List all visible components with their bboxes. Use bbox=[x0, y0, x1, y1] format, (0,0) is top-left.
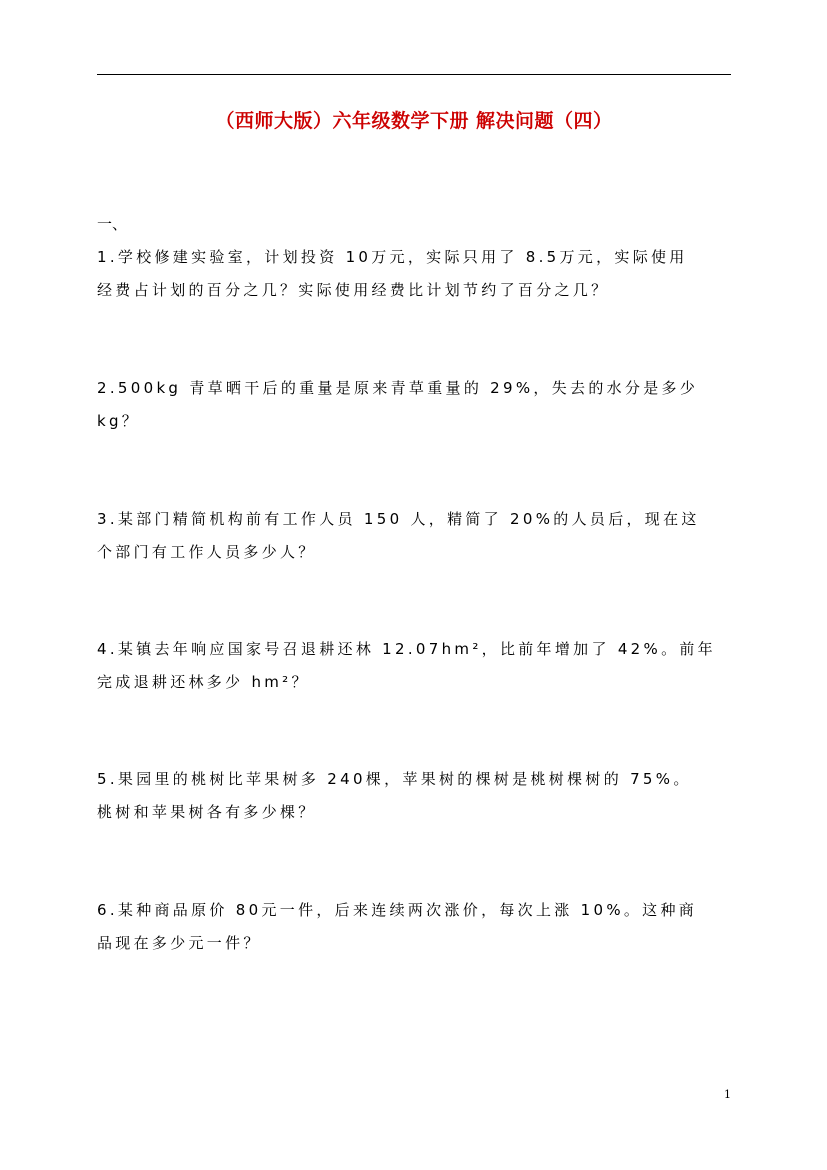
question-2-line-2: kg？ bbox=[97, 412, 141, 430]
question-1-line-2: 经费占计划的百分之几？实际使用经费比计划节约了百分之几？ bbox=[97, 281, 610, 299]
question-4-line-2: 完成退耕还林多少 hm²？ bbox=[97, 673, 310, 691]
question-2 bbox=[97, 372, 731, 438]
question-5-line-1: 5.果园里的桃树比苹果树多 240棵，苹果树的棵树是桃树棵树的 75%。 bbox=[97, 770, 692, 788]
section-label: 一、 bbox=[97, 215, 128, 233]
question-2-line-1: 2.500kg 青草晒干后的重量是原来青草重量的 29%，失去的水分是多少 bbox=[97, 379, 699, 397]
question-4-line-1: 4.某镇去年响应国家号召退耕还林 12.07hm²，比前年增加了 42%。前年 bbox=[97, 640, 716, 658]
question-3 bbox=[97, 503, 731, 569]
question-5 bbox=[97, 763, 731, 829]
header-rule bbox=[97, 74, 731, 75]
page-title: （西师大版）六年级数学下册 解决问题（四） bbox=[215, 110, 613, 132]
question-5-line-2: 桃树和苹果树各有多少棵？ bbox=[97, 803, 317, 821]
question-3-line-1: 3.某部门精简机构前有工作人员 150 人，精简了 20%的人员后，现在这 bbox=[97, 510, 700, 528]
question-1-line-1: 1.学校修建实验室，计划投资 10万元，实际只用了 8.5万元，实际使用 bbox=[97, 248, 688, 266]
question-3-line-2: 个部门有工作人员多少人？ bbox=[97, 543, 317, 561]
question-6-line-2: 品现在多少元一件？ bbox=[97, 934, 262, 952]
page-number: 1 bbox=[724, 1088, 731, 1101]
question-1 bbox=[97, 241, 731, 307]
question-4 bbox=[97, 633, 731, 699]
question-6-line-1: 6.某种商品原价 80元一件，后来连续两次涨价，每次上涨 10%。这种商 bbox=[97, 901, 698, 919]
question-6 bbox=[97, 894, 731, 960]
